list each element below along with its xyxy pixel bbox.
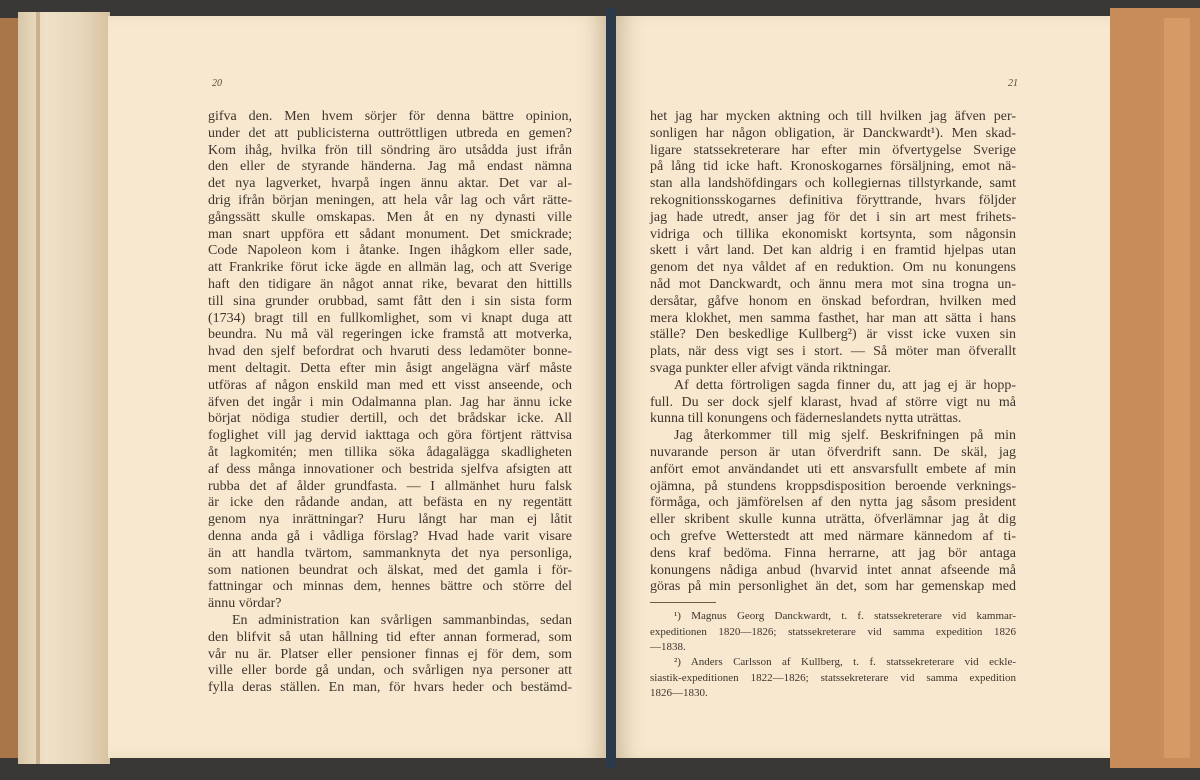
text-line: mera klokhet, men samma fasthet, har man att sätta i hans bbox=[650, 310, 1016, 326]
text-line: än att handla tvärtom, sammanknyta det nya personliga, bbox=[208, 545, 572, 561]
text-line: ojämna, på stundens kroppsdisposition beroende verknings- bbox=[650, 478, 1016, 494]
text-line: rekognitionsskogarnes definitiva föryttrande, hvars följder bbox=[650, 192, 1016, 208]
footnotes bbox=[650, 609, 1016, 701]
text-line: vår nu är. Platser eller pensioner finnas ej för dem, som bbox=[208, 646, 572, 662]
text-line: är icke den rådande andan, att befästa en ny regentätt bbox=[208, 495, 572, 511]
text-line: på lång tid icke haft. Kronoskogarnes försäljning, emot nä- bbox=[650, 159, 1016, 175]
text-line: gångssätt skulle omskapas. Men åt en ny dynasti ville bbox=[208, 209, 572, 225]
paragraph bbox=[650, 428, 1016, 596]
text-line: fattningar och minnas dem, hennes bättre och större del bbox=[208, 579, 572, 595]
text-line: fylla deras ställen. En man, för hvars heder och bestämd- bbox=[208, 680, 572, 696]
text-line: åt lagkomitén; men tillika söka ådagalägga skadligheten bbox=[208, 444, 572, 460]
text-line: utföras af någon enskild man med ett visst anseende, och bbox=[208, 377, 572, 393]
text-line: ännu vördar? bbox=[208, 596, 282, 612]
text-line: af dess många innovationer och bestrida sjelfva afsigten att bbox=[208, 461, 572, 477]
text-line: gifva den. Men hvem sörjer för denna bättre opinion, bbox=[208, 109, 572, 124]
text-line: anfört emot användandet uti ett ansvarsfullt embete af min bbox=[650, 461, 1016, 477]
text-line: kunna till konungens och fäderneslandets nytta uträttas. bbox=[650, 411, 962, 427]
right-page bbox=[616, 16, 1110, 758]
text-line: stan alla landshöfdingars och kollegiernas tillstyrkande, samt bbox=[650, 176, 1016, 192]
footnote-rule bbox=[650, 602, 716, 603]
text-line: rubba det af ålder grundfasta. — I allmänhet huru falsk bbox=[208, 478, 572, 494]
text-line: Jag återkommer till mig sjelf. Beskrifningen på min bbox=[674, 428, 1016, 444]
text-line: skett i vårt land. Det kan aldrig i en framtid hjelpas utan bbox=[650, 243, 1016, 259]
text-line: ligare statssekreterare har efter min öfvertygelse Sverige bbox=[650, 142, 1016, 158]
text-line: (1734) bragt till en fullkomlighet, som vi knapt duga att bbox=[208, 310, 572, 326]
text-line: ställe? Den beskedlige Kullberg²) är visst icke vuxen sin bbox=[650, 327, 1016, 343]
text-line: nåd mot Danckwardt, och ännu mera mot sina trogna un- bbox=[650, 276, 1016, 292]
text-line: konungens nådiga anbud (hvarvid intet annat afseende må bbox=[650, 562, 1016, 578]
text-line: den blifvit så utan hållning tid efter annan formerad, som bbox=[208, 629, 572, 645]
text-line: äfven det ingår i min Odalmanna plan. Jag har ännu icke bbox=[208, 394, 572, 410]
book-spine-gutter bbox=[606, 8, 616, 768]
text-line: dens kraf bedöma. Finna herrarne, att jag bör antaga bbox=[650, 545, 1016, 561]
text-line: under det att publicisterna outtröttligen utbreda en gemen? bbox=[208, 125, 572, 141]
text-line: sonligen har någon obligation, är Danckwardt¹). Men skad- bbox=[650, 125, 1016, 141]
text-line: full. Du ser dock sjelf klarast, hvad af större vigt nu må bbox=[650, 394, 1016, 410]
text-line: plats, när dess vigt ses i stort. — Så möter man öfverallt bbox=[650, 344, 1016, 360]
paragraph bbox=[208, 109, 572, 613]
text-line: att Frankrike förut icke ägde en allmän lag, och att Sverige bbox=[208, 260, 572, 276]
text-line: eller skribent skulle kunna uträtta, öfverlämnar jag åt dig bbox=[650, 512, 1016, 528]
text-line: Code Napoleon kom i åtanke. Ingen ihågkom eller sade, bbox=[208, 243, 572, 259]
text-line: Kom ihåg, hvilka frön till söndring äro utsådda just ifrån bbox=[208, 142, 572, 158]
text-line: —1838. bbox=[650, 640, 686, 653]
footnote bbox=[650, 609, 1016, 655]
text-line: hvad den sjelf befordrat och hvaruti dess ledamöter bonne- bbox=[208, 344, 572, 360]
text-line: svaga punkter eller afvigt vända riktningar. bbox=[650, 360, 892, 376]
text-line: till sina grunder orubbad, samt fått den i sin sista form bbox=[208, 293, 572, 309]
book-cover-right bbox=[1110, 8, 1200, 768]
left-page-text bbox=[208, 109, 572, 697]
text-line: nuvarande person är utan öfverdrift sann. De skäl, jag bbox=[650, 444, 1016, 460]
page-number: 20 bbox=[212, 78, 222, 89]
page-stack bbox=[18, 12, 110, 764]
text-line: börjat nödiga studier dertill, och det brådskar icke. All bbox=[208, 411, 572, 427]
text-line: genom nya inrättningar? Huru långt har man ej låtit bbox=[208, 512, 572, 528]
text-line: Af detta förtroligen sagda finner du, att jag ej är hopp- bbox=[674, 377, 1016, 393]
text-line: expeditionen 1820—1826; statssekreterare vid samma expedition 1826 bbox=[650, 625, 1016, 638]
paragraph bbox=[650, 109, 1016, 378]
text-line: och grefve Wetterstedt att med närmare kännedom af ti- bbox=[650, 528, 1016, 544]
paragraph bbox=[650, 378, 1016, 428]
text-line: beundra. Nu må väl regeringen icke framstå att motverka, bbox=[208, 327, 572, 343]
text-line: vidriga och tillika ekonomiskt kortsynta, som någonsin bbox=[650, 226, 1016, 242]
text-line: förmåga, och jämförelsen af den nytta jag såsom president bbox=[650, 495, 1016, 511]
text-line: ²) Anders Carlsson af Kullberg, t. f. statssekreterare vid eckle- bbox=[674, 656, 1016, 669]
text-line: drig ifrån början meningen, att hela vår lag och vårt rätte- bbox=[208, 192, 572, 208]
text-line: ville eller borde gå undan, och svårligen nya personer att bbox=[208, 663, 572, 679]
right-page-text bbox=[650, 109, 1016, 596]
paragraph bbox=[208, 613, 572, 697]
text-line: siastik-expeditionen 1822—1826; statssekreterare vid samma expedition bbox=[650, 671, 1016, 684]
text-line: jag hade utredt, anser jag för det i sin art mest frihets- bbox=[650, 209, 1016, 225]
text-line: ment deltagit. Detta efter min åsigt angelägna värf måste bbox=[208, 360, 572, 376]
text-line: haft den tidigare än något annat rike, bevarat den hittills bbox=[208, 276, 572, 292]
text-line: det nya lagverket, hvarpå ingen ännu aktar. Det var al- bbox=[208, 176, 572, 192]
text-line: En administration kan svårligen sammanbindas, sedan bbox=[232, 612, 572, 628]
text-line: genom det nya våldet af en reduktion. Om nu konungens bbox=[650, 260, 1016, 276]
text-line: dersåtar, gåfve honom en önskad befordran, hvilken med bbox=[650, 293, 1016, 309]
text-line: foglighet vill jag dervid iakttaga och göra förtjent rättvisa bbox=[208, 428, 572, 444]
footnote bbox=[650, 655, 1016, 701]
text-line: denna anda gå i vådliga förslag? Hvad hade varit visare bbox=[208, 528, 572, 544]
left-page bbox=[108, 16, 606, 758]
text-line: ¹) Magnus Georg Danckwardt, t. f. statssekreterare vid kammar- bbox=[674, 610, 1016, 623]
text-line: den eller de styrande händerna. Jag må endast nämna bbox=[208, 159, 572, 175]
page-number: 21 bbox=[1008, 78, 1018, 89]
text-line: göras på min personlighet än det, som har gemenskap med bbox=[650, 579, 1016, 595]
right-page-column bbox=[650, 109, 1016, 702]
cover-board bbox=[1164, 18, 1190, 758]
text-line: het jag har mycken aktning och till hvilken jag äfven per- bbox=[650, 109, 1016, 124]
text-line: 1826—1830. bbox=[650, 687, 708, 700]
text-line: som nationen beundrat och älskat, med det gamla i för- bbox=[208, 562, 572, 578]
page-stack-edge bbox=[36, 12, 40, 764]
text-line: man snart uppföra ett sådant monument. Det smickrade; bbox=[208, 226, 572, 242]
